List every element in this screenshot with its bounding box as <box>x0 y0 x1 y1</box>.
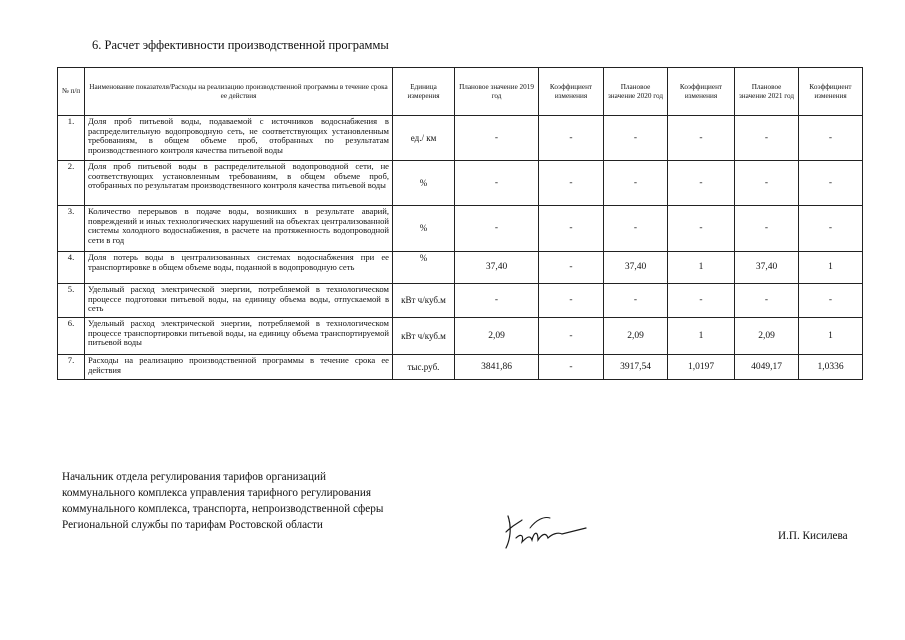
header-cell: Плановое значение 2021 год <box>735 68 799 116</box>
coef-2021-cell: - <box>799 116 863 161</box>
table-row <box>58 161 863 206</box>
indicator-name: Доля проб питьевой воды, подаваемой с источников водоснабжения в распределительную водопроводную сеть, не соответствующих установленным требованиям, в общем объеме проб, отобранных по результатам производственного контроля качества питьевой воды <box>85 116 393 161</box>
row-number: 2. <box>58 161 85 206</box>
plan-2021-cell: - <box>735 161 799 206</box>
plan-2020-cell: - <box>604 161 668 206</box>
plan-2019-cell: - <box>455 284 539 318</box>
header-cell: Коэффициент изменения <box>539 68 604 116</box>
coef-2020-cell: - <box>668 161 735 206</box>
coef-2019-cell: - <box>539 161 604 206</box>
header-cell: Наименование показателя/Расходы на реализацию производственной программы в течение срока ее действия <box>85 68 393 116</box>
plan-2020-cell: - <box>604 116 668 161</box>
table-row <box>58 116 863 161</box>
coef-2021-cell: 1 <box>799 318 863 355</box>
plan-2019-cell: 37,40 <box>455 252 539 284</box>
coef-2020-cell: - <box>668 116 735 161</box>
plan-2020-cell: - <box>604 206 668 252</box>
table-row <box>58 355 863 380</box>
coef-2020-cell: 1 <box>668 318 735 355</box>
header-cell: Единица измерения <box>393 68 455 116</box>
indicator-name: Удельный расход электрической энергии, потребляемой в технологическом процессе подготовки питьевой воды, на единицу объема воды, отпускаемой в сеть <box>85 284 393 318</box>
table-header-row <box>58 68 863 116</box>
indicator-name: Доля проб питьевой воды в распределительной водопроводной сети, не соответствующих установленным требованиям, в общем объеме проб, отобранных по результатам производственного контроля качества питьевой воды <box>85 161 393 206</box>
coef-2021-cell: - <box>799 206 863 252</box>
coef-2021-cell: 1,0336 <box>799 355 863 380</box>
row-number: 5. <box>58 284 85 318</box>
unit-cell: кВт ч/куб.м <box>393 318 455 355</box>
unit-cell: % <box>393 161 455 206</box>
table-row <box>58 252 863 284</box>
row-number: 4. <box>58 252 85 284</box>
plan-2020-cell: 37,40 <box>604 252 668 284</box>
signer-position: Начальник отдела регулирования тарифов организаций коммунального комплекса управления тарифного регулирования коммунального комплекса, транспорта, непроизводственной сферы Региональной службы по тарифам Ростовской области <box>62 471 384 532</box>
coef-2020-cell: - <box>668 284 735 318</box>
efficiency-table <box>57 67 863 380</box>
indicator-name: Удельный расход электрической энергии, потребляемой в технологическом процессе транспортировки питьевой воды, на единицу объема транспортируемой питьевой воды <box>85 318 393 355</box>
coef-2019-cell: - <box>539 252 604 284</box>
coef-2020-cell: - <box>668 206 735 252</box>
header-cell: Плановое значение 2019 год <box>455 68 539 116</box>
plan-2021-cell: - <box>735 116 799 161</box>
plan-2019-cell: 3841,86 <box>455 355 539 380</box>
coef-2019-cell: - <box>539 355 604 380</box>
plan-2021-cell: - <box>735 284 799 318</box>
coef-2020-cell: 1,0197 <box>668 355 735 380</box>
row-number: 6. <box>58 318 85 355</box>
header-cell: Плановое значение 2020 год <box>604 68 668 116</box>
signer-name: И.П. Кисилева <box>778 530 848 542</box>
indicator-name: Доля потерь воды в централизованных системах водоснабжения при ее транспортировке в общем объеме воды, поданной в водопроводную сеть <box>85 252 393 284</box>
plan-2020-cell: - <box>604 284 668 318</box>
plan-2021-cell: - <box>735 206 799 252</box>
coef-2019-cell: - <box>539 206 604 252</box>
plan-2019-cell: 2,09 <box>455 318 539 355</box>
table-row <box>58 318 863 355</box>
unit-cell: тыс.руб. <box>393 355 455 380</box>
plan-2019-cell: - <box>455 116 539 161</box>
header-cell: Коэффициент изменения <box>799 68 863 116</box>
coef-2020-cell: 1 <box>668 252 735 284</box>
header-cell: Коэффициент изменения <box>668 68 735 116</box>
row-number: 1. <box>58 116 85 161</box>
indicator-name: Количество перерывов в подаче воды, возникших в результате аварий, повреждений и иных технологических нарушений на объектах централизованной системы холодного водоснабжения, в расчете на протяженность водопроводной сети в год <box>85 206 393 252</box>
coef-2021-cell: 1 <box>799 252 863 284</box>
coef-2021-cell: - <box>799 284 863 318</box>
unit-cell: ед./ км <box>393 116 455 161</box>
unit-cell: % <box>393 252 455 284</box>
table-row <box>58 206 863 252</box>
header-cell: № п/п <box>58 68 85 116</box>
indicator-name: Расходы на реализацию производственной программы в течение срока ее действия <box>85 355 393 380</box>
plan-2021-cell: 2,09 <box>735 318 799 355</box>
plan-2021-cell: 37,40 <box>735 252 799 284</box>
coef-2019-cell: - <box>539 116 604 161</box>
unit-cell: % <box>393 206 455 252</box>
coef-2019-cell: - <box>539 284 604 318</box>
row-number: 3. <box>58 206 85 252</box>
plan-2019-cell: - <box>455 161 539 206</box>
plan-2020-cell: 3917,54 <box>604 355 668 380</box>
plan-2019-cell: - <box>455 206 539 252</box>
row-number: 7. <box>58 355 85 380</box>
coef-2021-cell: - <box>799 161 863 206</box>
handwritten-signature <box>500 510 588 552</box>
unit-cell: кВт ч/куб.м <box>393 284 455 318</box>
section-title: 6. Расчет эффективности производственной программы <box>92 38 389 52</box>
table-row <box>58 284 863 318</box>
plan-2020-cell: 2,09 <box>604 318 668 355</box>
plan-2021-cell: 4049,17 <box>735 355 799 380</box>
coef-2019-cell: - <box>539 318 604 355</box>
